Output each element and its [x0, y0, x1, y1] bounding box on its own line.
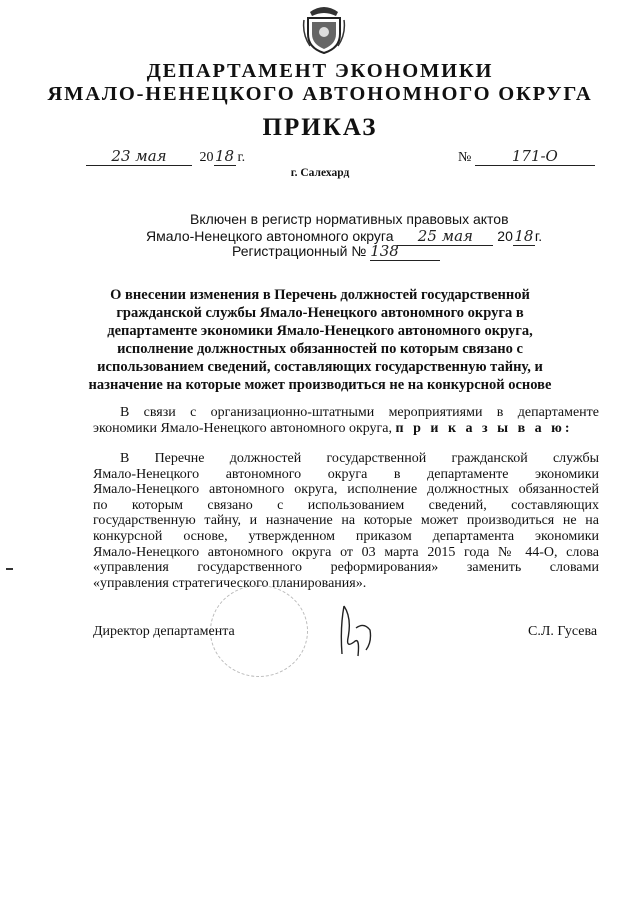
subject-line: гражданской службы Ямало-Ненецкого автономного округа в — [116, 305, 524, 321]
preamble-line-text: экономики Ямало-Ненецкого автономного округа, — [93, 420, 393, 436]
subject-line: назначение на которые может производиться не на конкурсной основе — [88, 377, 552, 393]
preamble-line: В связи с организационно-штатными мероприятиями в департаменте — [120, 405, 599, 420]
preamble-line — [93, 421, 599, 437]
registration-year-handwritten: 18 — [514, 227, 534, 245]
subject-line: департаменте экономики Ямало-Ненецкого автономного округа, — [107, 323, 533, 339]
main-line: Ямало-Ненецкого автономного округа от 03 марта 2015 года № 44-О, слова — [93, 544, 599, 560]
main-line: «управления стратегического планирования». — [93, 575, 367, 591]
registration-year-prefix: 20 — [497, 228, 513, 244]
signatory-position: Директор департамента — [93, 624, 235, 639]
main-paragraph — [93, 451, 599, 591]
main-line: В Перечне должностей государственной гражданской службы — [120, 451, 599, 466]
registration-line1: Включен в регистр нормативных правовых актов — [190, 211, 509, 227]
margin-mark — [6, 568, 13, 570]
order-year-prefix: 20 — [199, 150, 214, 165]
order-date-handwritten: 23 мая — [86, 147, 192, 166]
main-line: по которым связано с использованием сведений, составляющих — [93, 497, 599, 513]
subject-line: О внесении изменения в Перечень должностей государственной — [110, 287, 530, 303]
registration-number-line — [232, 242, 440, 261]
department-title-line2: ЯМАЛО-НЕНЕЦКОГО АВТОНОМНОГО ОКРУГА — [47, 83, 593, 105]
main-line: государственную тайну, и назначение на которые может производиться не на — [93, 513, 599, 529]
main-line: Ямало-Ненецкого автономного округа в департаменте экономики — [93, 466, 599, 482]
registration-date-handwritten: 25 мая — [397, 227, 493, 246]
document-type-title: ПРИКАЗ — [262, 114, 378, 141]
subject-line: исполнение должностных обязанностей по которым связано с — [117, 341, 523, 357]
registration-region: Ямало-Ненецкого автономного округа — [146, 228, 394, 244]
command-word: п р и к а з ы в а ю: — [395, 420, 573, 436]
order-year-abbr: г. — [237, 150, 246, 165]
subject-heading — [0, 286, 640, 394]
coat-of-arms-icon — [302, 4, 346, 54]
order-year-handwritten: 18 — [214, 147, 235, 165]
main-line: «управления государственного реформирования» заменить словами — [93, 560, 599, 576]
signatory-name: С.Л. Гусева — [528, 624, 598, 639]
main-line: конкурсной основе, утвержденном приказом департамента экономики — [93, 528, 599, 544]
handwritten-signature — [330, 598, 376, 662]
order-date — [86, 147, 245, 166]
order-number — [458, 147, 595, 166]
subject-line: использованием сведений, составляющих государственную тайну, и — [97, 359, 543, 375]
preamble-paragraph — [93, 405, 599, 436]
registration-number-handwritten: 138 — [370, 242, 440, 261]
order-number-label: № — [458, 150, 472, 165]
department-title-line1: ДЕПАРТАМЕНТ ЭКОНОМИКИ — [146, 60, 494, 82]
city: г. Салехард — [290, 167, 350, 179]
order-number-handwritten: 171-О — [475, 147, 595, 166]
registration-year-abbr: г. — [534, 228, 543, 244]
registration-number-label: Регистрационный № — [232, 243, 367, 259]
main-line: Ямало-Ненецкого автономного округа, исполнение должностных обязанностей — [93, 482, 599, 498]
